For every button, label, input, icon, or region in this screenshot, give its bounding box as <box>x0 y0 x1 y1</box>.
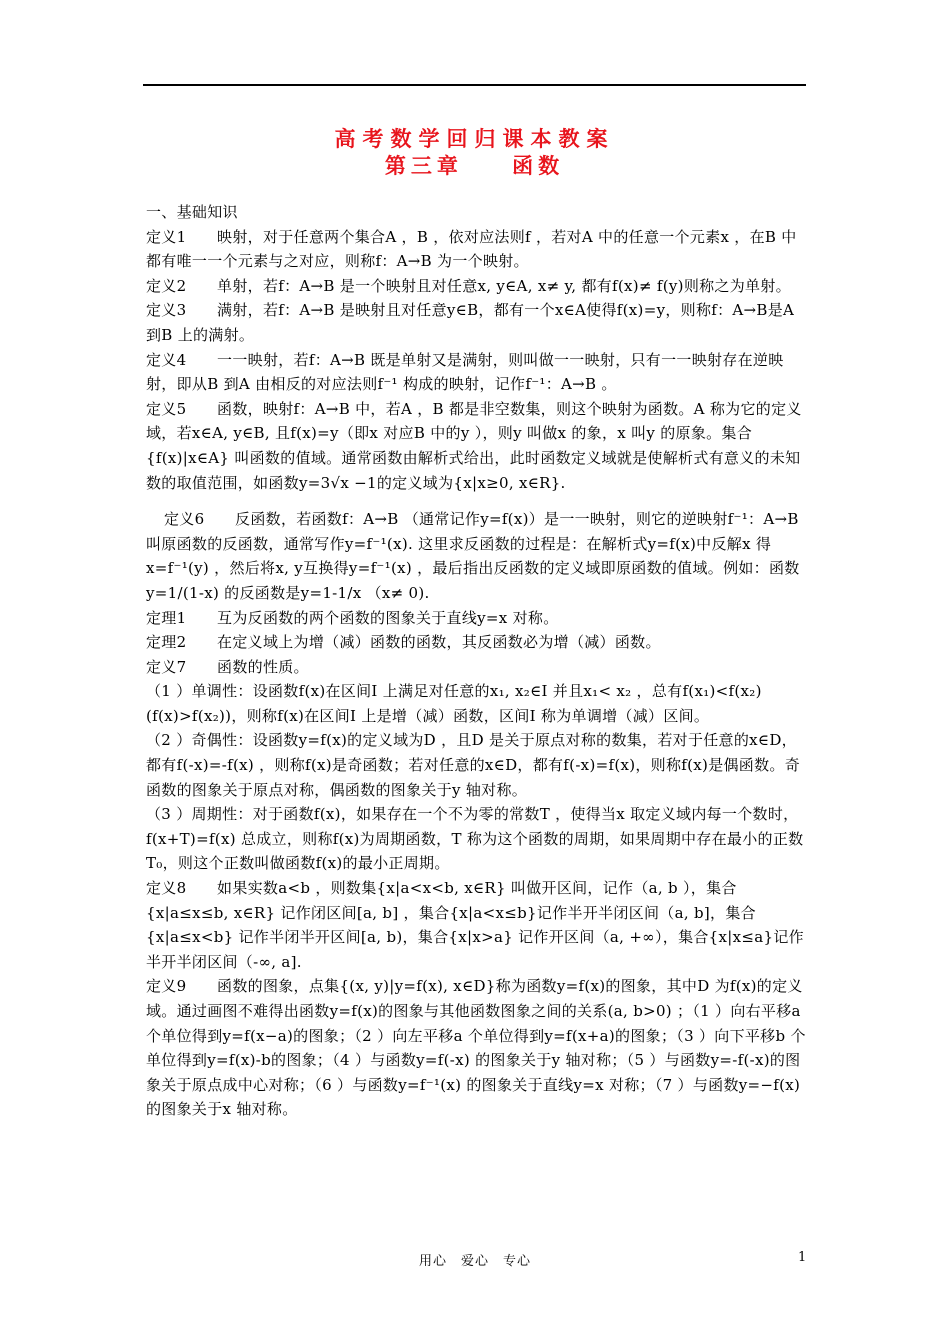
property-periodicity: （3 ）周期性：对于函数f(x)，如果存在一个不为零的常数T ，使得当x 取定义域内每一个数时，f(x+T)=f(x) 总成立，则称f(x)为周期函数，T 称为这个函数的周期，如果周期中存在最小的正数T₀，则这个正数叫做函数f(x)的最小正周期。 <box>146 805 804 873</box>
header-rule <box>143 84 806 86</box>
document-body <box>146 200 806 1122</box>
definition-2: 定义2 单射，若f：A→B 是一个映射且对任意x, y∈A, x≠ y, 都有f(x)≠ f(y)则称之为单射。 <box>146 276 791 295</box>
page-number: 1 <box>798 1250 807 1265</box>
definition-9: 定义9 函数的图象，点集{(x, y)|y=f(x), x∈D}称为函数y=f(x)的图象，其中D 为f(x)的定义域。通过画图不难得出函数y=f(x)的图象与其他函数图象之间的关系(a, b>0) ；（1 ）向右平移a 个单位得到y=f(x−a)的图象；（2 ）向左平移a 个单位得到y=f(x+a)的图象；（3 ）向下平移b 个单位得到y=f(x)-b的图象；（4 ）与函数y=f(-x) 的图象关于y 轴对称；（5 ）与函数y=-f(-x)的图象关于原点成中心对称；（6 ）与函数y=f⁻¹(x) 的图象关于直线y=x 对称；（7 ）与函数y=−f(x) 的图象关于x 轴对称。 <box>146 977 806 1119</box>
definition-7: 定义7 函数的性质。 <box>146 657 309 676</box>
definition-5: 定义5 函数，映射f：A→B 中，若A ，B 都是非空数集，则这个映射为函数。A 称为它的定义域，若x∈A, y∈B, 且f(x)=y（即x 对应B 中的y ），则y 叫做x 的象，x 叫y 的原象。集合{f(x)|x∈A} 叫函数的值域。通常函数由解析式给出，此时函数定义域就是使解析式有意义的未知数的取值范围，如函数y=3√x −1的定义域为{x|x≥0, x∈R}. <box>146 399 802 492</box>
document-title: 高考数学回归课本教案 <box>334 127 615 151</box>
property-parity: （2 ）奇偶性：设函数y=f(x)的定义域为D ，且D 是关于原点对称的数集，若对于任意的x∈D，都有f(-x)=-f(x) ，则称f(x)是奇函数；若对任意的x∈D，都有f(-x)=f(x)，则称f(x)是偶函数。奇函数的图象关于原点对称，偶函数的图象关于y 轴对称。 <box>146 731 800 799</box>
theorem-1: 定理1 互为反函数的两个函数的图象关于直线y=x 对称。 <box>146 608 559 627</box>
chapter-title: 第三章 函数 <box>384 154 565 178</box>
definition-1: 定义1 映射，对于任意两个集合A ，B ，依对应法则f ，若对A 中的任意一个元素x ，在B 中都有唯一一个元素与之对应，则称f：A→B 为一个映射。 <box>146 227 797 271</box>
definition-3: 定义3 满射，若f：A→B 是映射且对任意y∈B，都有一个x∈A使得f(x)=y，则称f：A→B是A 到B 上的满射。 <box>146 301 795 344</box>
definition-4: 定义4 一一映射，若f：A→B 既是单射又是满射，则叫做一一映射，只有一一映射存在逆映射，即从B 到A 由相反的对应法则f⁻¹ 构成的映射，记作f⁻¹：A→B 。 <box>146 350 784 394</box>
section-heading: 一、基础知识 <box>146 203 238 221</box>
property-monotonicity: （1 ）单调性：设函数f(x)在区间I 上满足对任意的x₁, x₂∈I 并且x₁< x₂ ，总有f(x₁)<f(x₂)(f(x)>f(x₂))，则称f(x)在区间I 上是增（减）函数，区间I 称为单调增（减）区间。 <box>146 682 762 725</box>
definition-6: 定义6 反函数，若函数f：A→B （通常记作y=f(x)）是一一映射，则它的逆映射f⁻¹：A→B叫原函数的反函数，通常写作y=f⁻¹(x). 这里求反函数的过程是：在解析式y=f(x)中反解x 得x=f⁻¹(y) ，然后将x, y互换得y=f⁻¹(x) ，最后指出反函数的定义域即原函数的值域。例如：函数y=1/(1-x) 的反函数是y=1-1/x （x≠ 0). <box>146 510 800 602</box>
footer-slogan: 用心 爱心 专心 <box>418 1254 531 1269</box>
definition-8: 定义8 如果实数a<b ，则数集{x|a<x<b, x∈R} 叫做开区间，记作（a, b ），集合{x|a≤x≤b, x∈R} 记作闭区间[a, b] ，集合{x|a<x≤b}记作半开半闭区间（a, b]，集合{x|a≤x<b} 记作半闭半开区间[a, b)，集合{x|x>a} 记作开区间（a, +∞），集合{x|x≤a}记作半开半闭区间（-∞, a]. <box>146 879 804 971</box>
theorem-2: 定理2 在定义域上为增（减）函数的函数，其反函数必为增（减）函数。 <box>146 633 661 652</box>
